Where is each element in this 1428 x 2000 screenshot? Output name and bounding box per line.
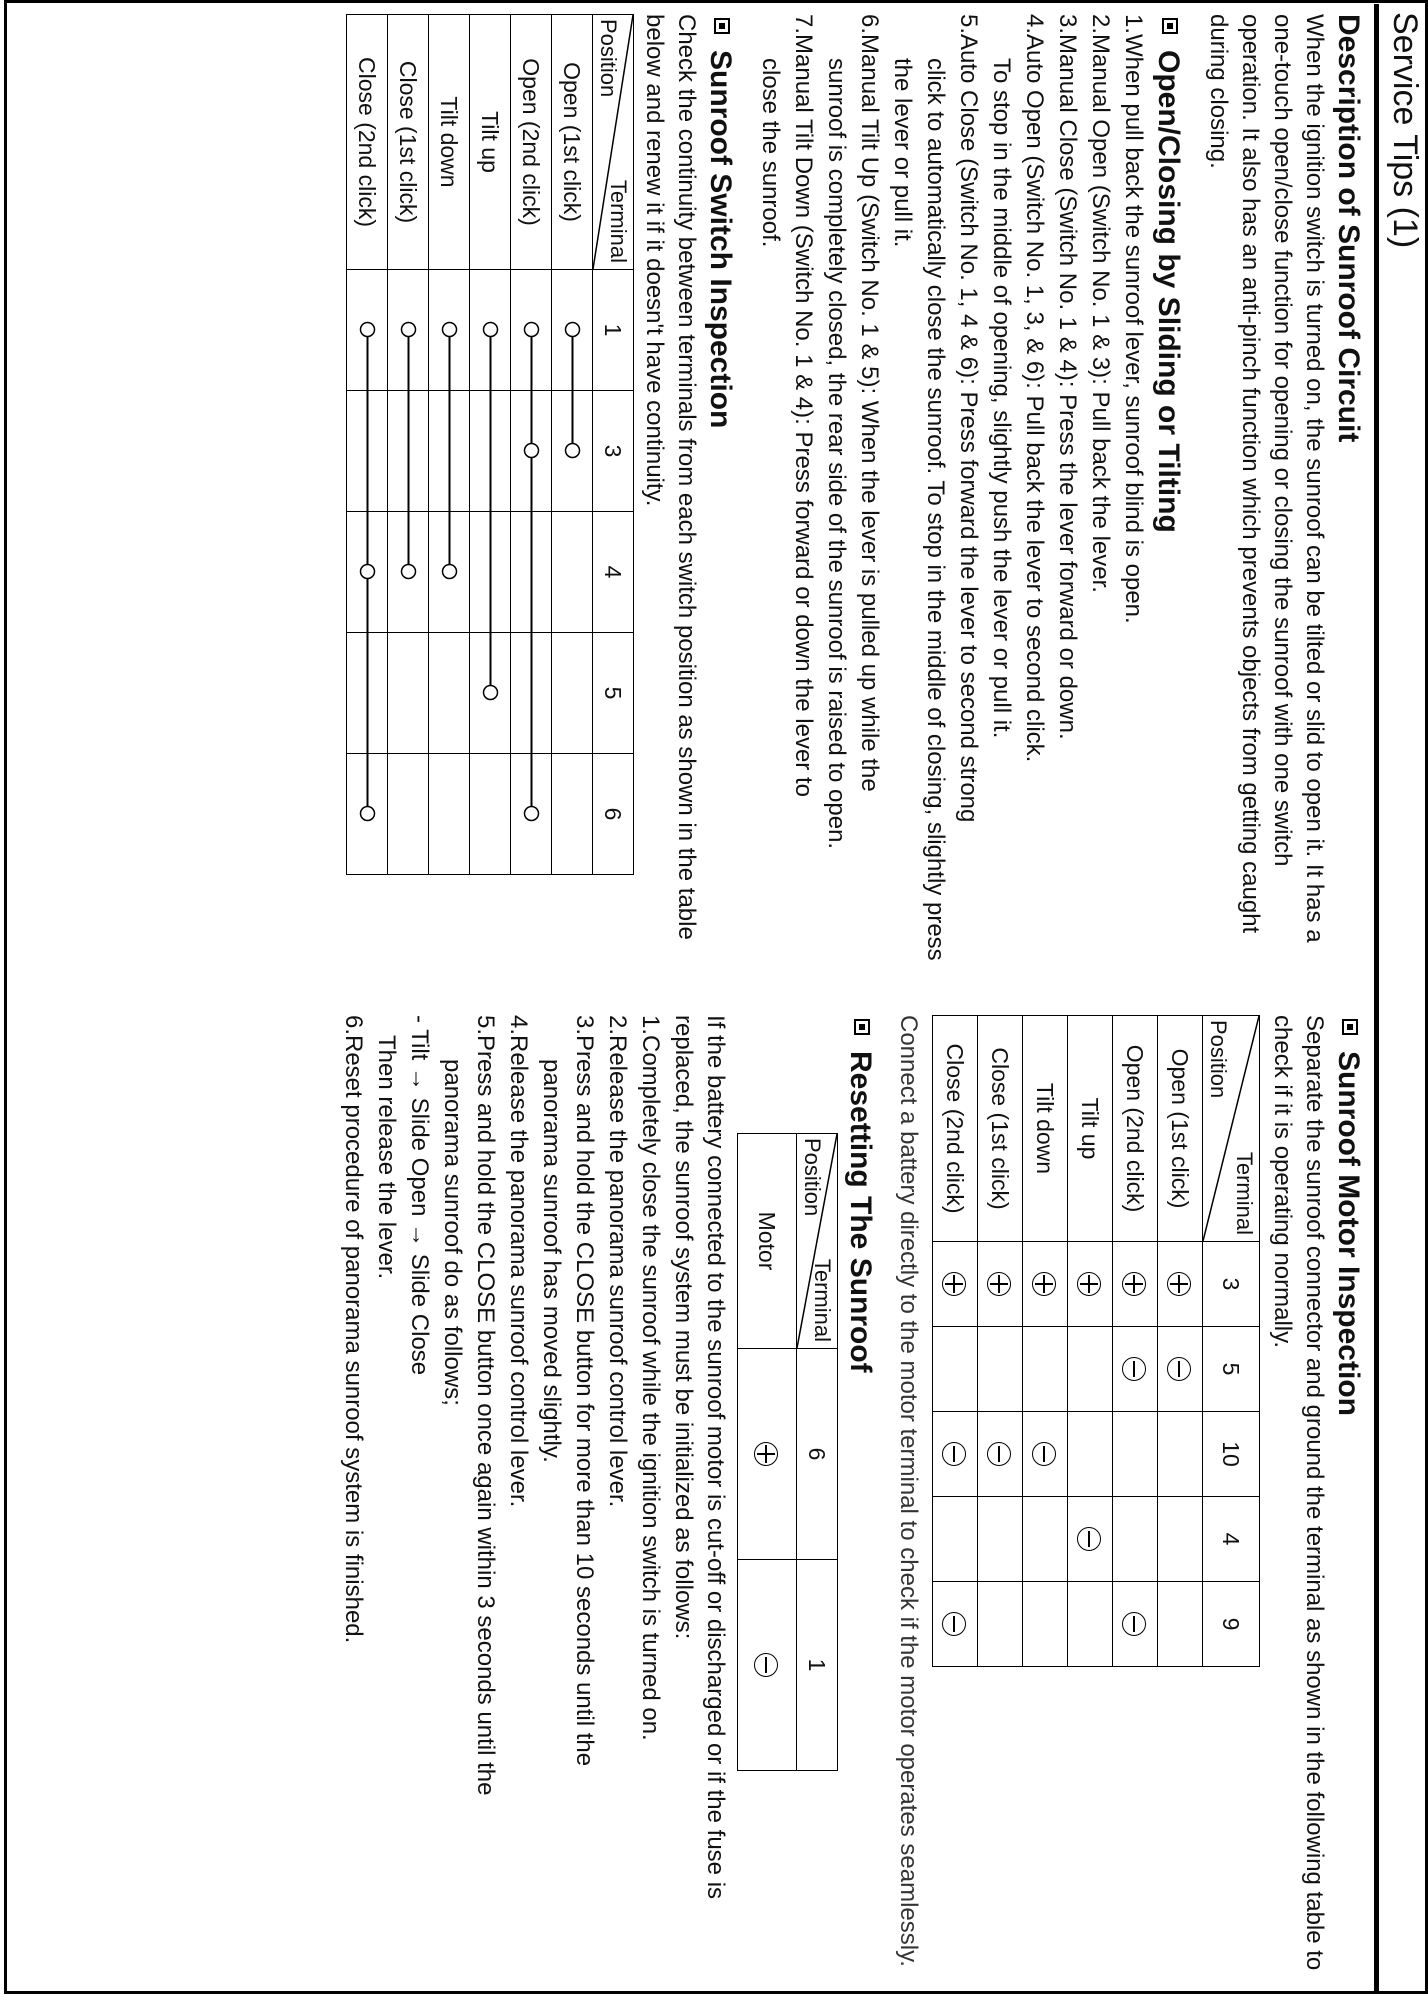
position-cell: Open (1st click) <box>1158 1016 1203 1242</box>
terminal-header: 9 <box>1203 1582 1260 1667</box>
terminal-cell <box>1113 1412 1158 1497</box>
terminal-header: 10 <box>1203 1412 1260 1497</box>
list-item: 2. Release the panorama sunroof control lever. <box>604 1015 631 1508</box>
list-item <box>370 1015 403 1983</box>
resetting-title: Resetting The Sunroof <box>844 1051 877 1373</box>
motor-title: Sunroof Motor Inspection <box>1332 1051 1365 1416</box>
table-corner <box>797 1134 838 1349</box>
terminal-header: 1 <box>593 270 634 391</box>
terminal-cell <box>978 1582 1023 1667</box>
position-cell: Close (2nd click) <box>347 15 388 270</box>
list-item: 1. Completely close the sunroof while the ignition switch is turned on. <box>637 1015 664 1741</box>
corner-position-label: Position <box>596 19 621 98</box>
terminal-cell <box>1068 1327 1113 1412</box>
terminal-cell <box>1113 1497 1158 1582</box>
table-row <box>388 15 429 875</box>
switch-table <box>346 14 634 875</box>
terminal-cell <box>978 1327 1023 1412</box>
title-bar <box>1374 4 1428 1994</box>
table-row <box>429 15 470 875</box>
switch-title: Sunroof Switch Inspection <box>704 50 737 429</box>
terminal-header: 3 <box>593 391 634 512</box>
terminal-cell <box>1023 1327 1068 1412</box>
left-column <box>346 14 1370 974</box>
table-corner <box>593 15 634 270</box>
page-title: Service Tips (1) <box>1386 12 1424 249</box>
list-item: 3. Press and hold the CLOSE button for more than 10 seconds until the panorama sunroof has moved slightly. <box>538 1015 598 1767</box>
terminal-cell <box>1068 1582 1113 1667</box>
terminal-cell <box>1158 1412 1203 1497</box>
corner-position-label: Position <box>1206 1020 1231 1099</box>
corner-terminal-label: Terminal <box>1232 1151 1257 1235</box>
terminal-header: 4 <box>1203 1497 1260 1582</box>
list-item: 3. Manual Close (Switch No. 1 & 4): Press the lever forward or down. <box>1054 14 1081 740</box>
terminal-header: 1 <box>797 1560 838 1771</box>
motor-section-title <box>1330 1015 1366 1983</box>
motor-table <box>932 1015 1260 1667</box>
table-row <box>511 15 552 875</box>
plus-symbol-icon <box>1167 1272 1191 1296</box>
table-row <box>552 15 593 875</box>
plus-symbol-icon <box>987 1272 1011 1296</box>
position-cell: Tilt up <box>470 15 511 270</box>
sequence-text: - Tilt → Slide Open → Slide Close <box>406 1015 433 1376</box>
list-item: 1. When pull back the sunroof lever, sunroof blind is open. <box>1120 14 1147 624</box>
terminal-cell <box>738 1349 797 1560</box>
list-item: 2. Manual Open (Switch No. 1 & 3): Pull back the lever. <box>1087 14 1114 593</box>
minus-symbol-icon <box>1032 1442 1056 1466</box>
table-corner <box>1203 1016 1260 1242</box>
terminal-header: 4 <box>593 512 634 633</box>
section-bullet-icon <box>714 18 730 34</box>
terminal-cell <box>1068 1497 1113 1582</box>
minus-symbol-icon <box>1122 1357 1146 1381</box>
terminal-cell <box>978 1497 1023 1582</box>
terminal-cell <box>933 1242 978 1327</box>
table-row <box>1068 1016 1113 1667</box>
minus-symbol-icon <box>754 1653 778 1677</box>
terminal-cell <box>1113 1582 1158 1667</box>
table-row <box>1158 1016 1203 1667</box>
minus-symbol-icon <box>942 1442 966 1466</box>
minus-symbol-icon <box>987 1442 1011 1466</box>
terminal-cell <box>1068 1412 1113 1497</box>
list-item: 4. Release the panorama sunroof control lever. <box>505 1015 532 1508</box>
terminal-cell <box>1158 1582 1203 1667</box>
terminal-cell <box>933 1582 978 1667</box>
position-cell: Open (2nd click) <box>511 15 552 270</box>
corner-terminal-label: Terminal <box>810 1258 835 1342</box>
switch-text: Check the continuity between terminals from each switch position as shown in the table below and renew it if it doesn't have continuity. <box>641 14 700 940</box>
resetting-text: If the battery connected to the sunroof motor is cut-off or discharged or if the fuse is replaced, the sunroof system must be initialized as follows: <box>670 1015 729 1900</box>
terminal-cell <box>1158 1242 1203 1327</box>
section-bullet-icon <box>1342 1019 1358 1035</box>
reset-table <box>737 1133 838 1771</box>
switch-section-title <box>702 14 738 974</box>
terminal-cell <box>933 1412 978 1497</box>
terminal-cell <box>1023 1497 1068 1582</box>
plus-symbol-icon <box>1032 1272 1056 1296</box>
terminal-cell <box>1023 1412 1068 1497</box>
table-row <box>347 15 388 875</box>
minus-symbol-icon <box>1167 1357 1191 1381</box>
resetting-list <box>337 1015 667 1983</box>
sliding-list <box>754 14 1150 974</box>
corner-position-label: Position <box>800 1138 825 1217</box>
terminal-header: 3 <box>1203 1242 1260 1327</box>
right-column <box>337 1015 1370 1983</box>
terminal-cell <box>933 1327 978 1412</box>
list-item: 5. Press and hold the CLOSE button once again within 3 seconds until the panorama sunroof do as follows; <box>439 1015 499 1796</box>
plus-symbol-icon <box>1077 1272 1101 1296</box>
list-item: 5. Auto Close (Switch No. 1, 4 & 6): Press forward the lever to second strong click to automatically close the sunroof. To stop in the middle of closing, slightly press the lever or pull it. <box>889 14 982 961</box>
sliding-section-title <box>1150 14 1186 974</box>
terminal-header: 6 <box>593 754 634 875</box>
then-text: Then release the lever. <box>373 1035 400 1280</box>
table-row <box>978 1016 1023 1667</box>
plus-symbol-icon <box>942 1272 966 1296</box>
table-row <box>1023 1016 1068 1667</box>
resetting-section-title <box>842 1015 878 1983</box>
terminal-cell <box>1113 1327 1158 1412</box>
corner-terminal-label: Terminal <box>606 179 631 263</box>
minus-symbol-icon <box>1122 1612 1146 1636</box>
table-row <box>1113 1016 1158 1667</box>
position-cell: Motor <box>738 1134 797 1349</box>
plus-symbol-icon <box>1122 1272 1146 1296</box>
motor-note: Connect a battery directly to the motor terminal to check if the motor operates seamlessly. <box>895 1015 922 1967</box>
list-item: 7. Manual Tilt Down (Switch No. 1 & 4): Press forward or down the lever to close the sunroof. <box>757 14 817 797</box>
sliding-title: Open/Closing by Sliding or Tilting <box>1152 50 1185 533</box>
table-row <box>470 15 511 875</box>
terminal-cell <box>1113 1242 1158 1327</box>
motor-text: Separate the sunroof connector and ground the terminal as shown in the following table to check if it is operating normally. <box>1269 1015 1328 1971</box>
terminal-cell <box>1068 1242 1113 1327</box>
position-cell: Close (2nd click) <box>933 1016 978 1242</box>
list-item: 4. Auto Open (Switch No. 1, 3, & 6): Pull back the lever to second click. To stop in the middle of opening, slightly push the lever or pull it. <box>988 14 1048 763</box>
circuit-text: When the ignition switch is turned on, the sunroof can be tilted or slid to open it. It has a one-touch open/close function for opening or closing the sunroof with one switch operation. It also has an anti-pinch function which prevents objects from getting caught during closing. <box>1205 14 1328 943</box>
minus-symbol-icon <box>942 1612 966 1636</box>
terminal-cell <box>1023 1582 1068 1667</box>
terminal-cell <box>738 1560 797 1771</box>
position-cell: Tilt down <box>429 15 470 270</box>
list-item: 6. Reset procedure of panorama sunroof system is finished. <box>340 1015 367 1644</box>
table-row <box>933 1016 978 1667</box>
terminal-cell <box>1023 1242 1068 1327</box>
section-bullet-icon <box>854 1019 870 1035</box>
terminal-header: 5 <box>1203 1327 1260 1412</box>
position-cell: Tilt up <box>1068 1016 1113 1242</box>
table-row <box>738 1134 797 1771</box>
switch-table-wrap <box>346 14 634 974</box>
position-cell: Close (1st click) <box>388 15 429 270</box>
section-bullet-icon <box>1162 18 1178 34</box>
terminal-header: 6 <box>797 1349 838 1560</box>
position-cell: Tilt down <box>1023 1016 1068 1242</box>
list-item <box>403 1015 436 1983</box>
terminal-cell <box>978 1412 1023 1497</box>
list-item: 6. Manual Tilt Up (Switch No. 1 & 5): When the lever is pulled up while the sunroof is completely closed, the rear side of the sunroof is raised to open. <box>823 14 883 850</box>
position-cell: Open (1st click) <box>552 15 593 270</box>
circuit-title: Description of Sunroof Circuit <box>1332 14 1365 443</box>
terminal-cell <box>1158 1497 1203 1582</box>
minus-symbol-icon <box>1077 1527 1101 1551</box>
position-cell: Open (2nd click) <box>1113 1016 1158 1242</box>
terminal-cell <box>933 1497 978 1582</box>
terminal-cell <box>1158 1327 1203 1412</box>
terminal-cell <box>978 1242 1023 1327</box>
terminal-header: 5 <box>593 633 634 754</box>
position-cell: Close (1st click) <box>978 1016 1023 1242</box>
plus-symbol-icon <box>754 1442 778 1466</box>
